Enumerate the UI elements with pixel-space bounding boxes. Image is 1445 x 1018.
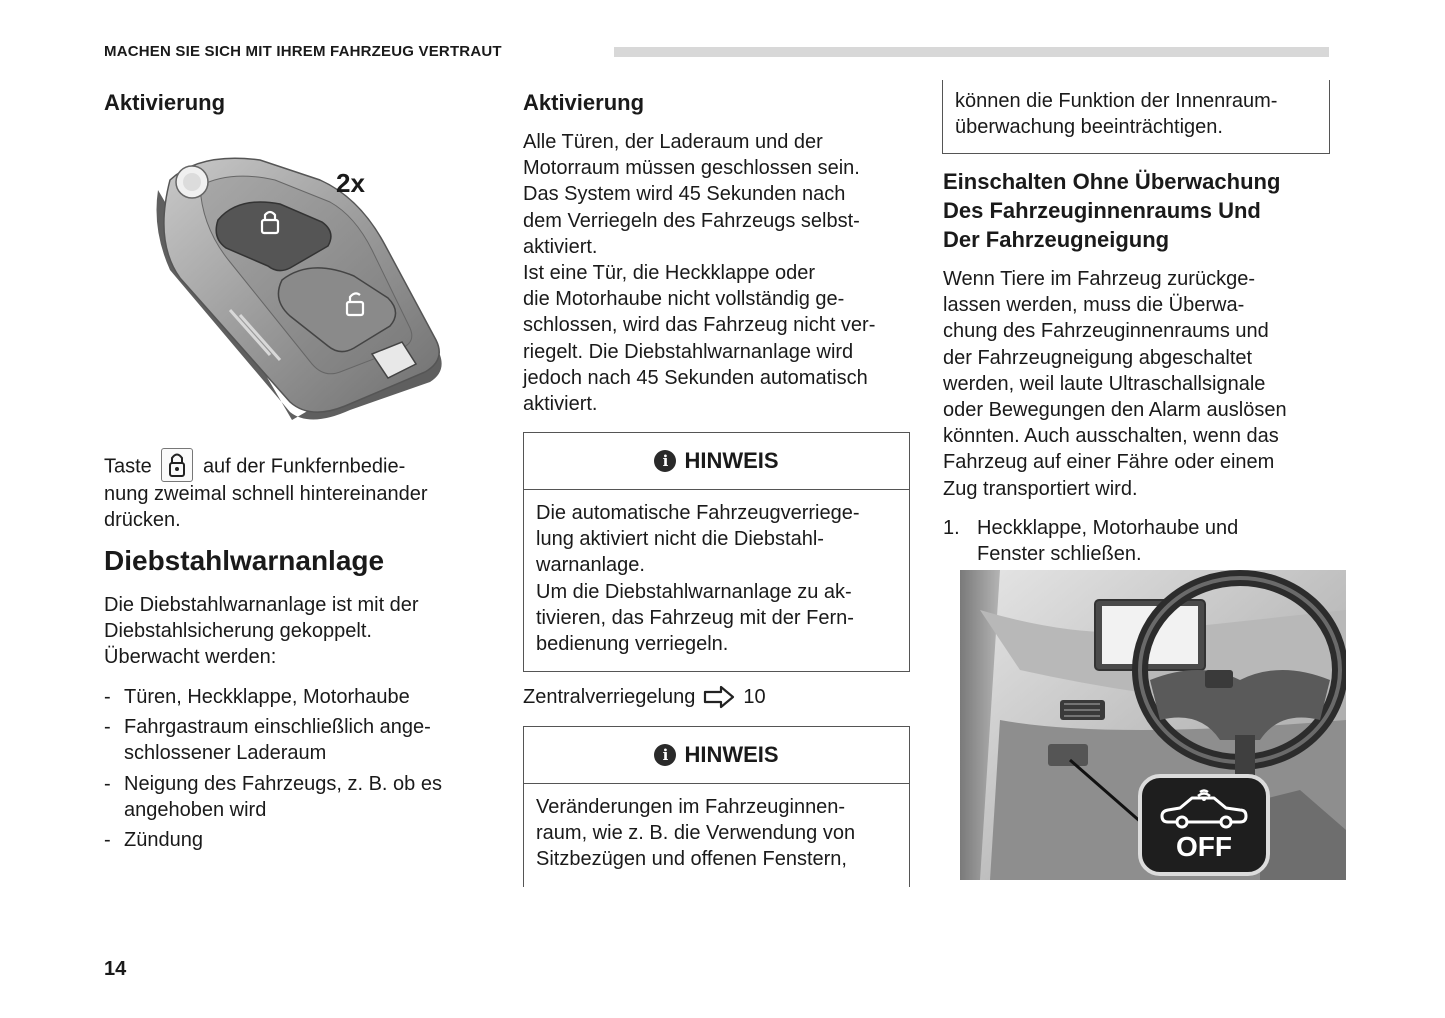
disable-monitoring-heading [943, 167, 1280, 254]
list-item: - Neigung des Fahrzeugs, z. B. ob es angehoben wird [104, 771, 484, 823]
header-rule [614, 47, 1329, 57]
text-line: Ist eine Tür, die Heckklappe oder [523, 262, 816, 285]
step-item [943, 515, 1367, 567]
text-line: Überwacht werden: [104, 646, 277, 669]
running-header: MACHEN SIE SICH MIT IHREM FAHRZEUG VERTRAUT [104, 43, 502, 60]
text-line: werden, weil laute Ultraschallsignale [943, 372, 1266, 395]
dashboard-illustration [960, 570, 1346, 880]
car-interior-sensor-icon [1156, 788, 1252, 832]
text-line: Die automatische Fahrzeugverriege- [536, 502, 860, 524]
note-title: HINWEIS [684, 448, 779, 473]
note-box-2 [523, 726, 910, 887]
text-line: dem Verriegeln des Fahrzeugs selbst- [523, 209, 860, 232]
cross-reference[interactable] [523, 684, 766, 710]
activation-paragraph [523, 129, 875, 417]
text-line: jedoch nach 45 Sekunden automatisch [523, 366, 868, 389]
list-item: - Fahrgastraum einschließlich ange- schlossener Laderaum [104, 714, 484, 766]
text-line: warnanlage. [536, 554, 645, 577]
text-line: Motorraum müssen geschlossen sein. [523, 157, 860, 180]
text-line: lassen werden, muss die Überwa- [943, 294, 1245, 317]
text-line: oder Bewegungen den Alarm auslösen [943, 399, 1287, 422]
list-item: - Zündung [104, 827, 484, 853]
note-body-cont [943, 80, 1329, 140]
text-line: können die Funktion der Innenraum- [955, 90, 1278, 112]
text-line: riegelt. Die Diebstahlwarnanlage wird [523, 340, 854, 363]
reference-text: Zentralverriegelung [523, 686, 696, 708]
text-line: chung des Fahrzeuginnenraums und [943, 320, 1269, 343]
text-line: Die Diebstahlwarnanlage ist mit der [104, 594, 419, 616]
text-line: Sitzbezügen und offenen Fenstern, [536, 848, 847, 871]
text-line: Heckklappe, Motorhaube und [977, 517, 1239, 539]
text-line: überwachung beeinträchtigen. [955, 116, 1223, 139]
disable-monitoring-paragraph [943, 266, 1287, 502]
text-line: bedienung verriegeln. [536, 633, 729, 656]
text-line: tivieren, das Fahrzeug mit der Fern- [536, 606, 854, 629]
press-count-label: 2x [336, 168, 365, 198]
alarm-intro [104, 592, 419, 671]
text-line: schlossen, wird das Fahrzeug nicht ver- [523, 314, 876, 337]
heading-line: Einschalten Ohne Überwachung [943, 169, 1281, 194]
text-line: Wenn Tiere im Fahrzeug zurückge- [943, 268, 1255, 290]
note-header [524, 433, 909, 490]
text-line: Diebstahlsicherung gekoppelt. [104, 620, 372, 643]
heading-line: Der Fahrzeugneigung [943, 227, 1170, 252]
page-number: 14 [104, 958, 127, 980]
lock-icon [161, 448, 193, 482]
note-box-1 [523, 432, 910, 672]
text-line: Alle Türen, der Laderaum und der [523, 131, 823, 153]
note-title: HINWEIS [684, 742, 779, 767]
text-line: aktiviert. [523, 393, 598, 416]
text-line: Fahrzeug auf einer Fähre oder einem [943, 451, 1275, 474]
note-body [524, 490, 909, 667]
text-line: Um die Diebstahlwarnanlage zu ak- [536, 580, 852, 603]
reference-page: 10 [743, 686, 766, 708]
text-line: die Motorhaube nicht vollständig ge- [523, 288, 845, 311]
text-line: aktiviert. [523, 235, 598, 258]
taste-word: Taste [104, 455, 152, 478]
key-fob-illustration [140, 150, 460, 430]
arrow-right-icon [703, 685, 735, 709]
activation-heading-left: Aktivierung [104, 90, 226, 115]
step-number: 1. [943, 517, 960, 539]
section-title-alarm: Diebstahlwarnanlage [104, 545, 385, 576]
note-box-2-continued [942, 80, 1330, 154]
alarm-off-button[interactable] [1138, 774, 1270, 876]
off-label: OFF [1176, 831, 1232, 862]
text-line: lung aktiviert nicht die Diebstahl- [536, 528, 824, 551]
heading-line: Des Fahrzeuginnenraums Und [943, 198, 1261, 223]
text-line: Fenster schließen. [977, 543, 1142, 566]
text-line: nung zweimal schnell hintereinander [104, 483, 428, 505]
text-line: der Fahrzeugneigung abgeschaltet [943, 346, 1253, 369]
list-item: - Türen, Heckklappe, Motorhaube [104, 684, 484, 710]
activation-heading-middle: Aktivierung [523, 90, 645, 115]
text-line: Das System wird 45 Sekunden nach [523, 183, 846, 206]
text-line: könnten. Auch ausschalten, wenn das [943, 425, 1279, 448]
taste-rest: auf der Funkfernbedie- [202, 455, 406, 478]
key-instruction-cont [104, 481, 428, 533]
info-icon: i [654, 744, 676, 766]
note-body [524, 784, 909, 883]
text-line: raum, wie z. B. die Verwendung von [536, 822, 856, 845]
text-line: Veränderungen im Fahrzeuginnen- [536, 796, 846, 818]
text-line: drücken. [104, 509, 181, 532]
text-line: Zug transportiert wird. [943, 477, 1138, 500]
info-icon: i [654, 450, 676, 472]
monitored-items-list [104, 684, 484, 857]
key-instruction [104, 450, 405, 484]
note-header [524, 727, 909, 784]
